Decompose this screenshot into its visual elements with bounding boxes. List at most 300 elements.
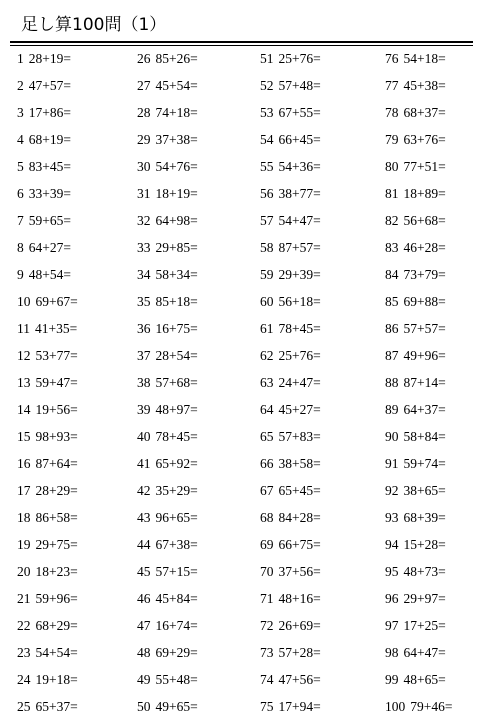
problem-grid bbox=[0, 45, 495, 715]
problem-expression: 67+55= bbox=[278, 105, 321, 120]
problem-item bbox=[17, 666, 78, 693]
problem-expression: 47+57= bbox=[28, 78, 71, 93]
problem-number: 43 bbox=[137, 510, 151, 525]
problem-expression: 18+23= bbox=[35, 564, 78, 579]
problem-item bbox=[137, 45, 198, 72]
problem-number: 90 bbox=[385, 429, 399, 444]
problem-item bbox=[17, 99, 71, 126]
problem-item bbox=[17, 261, 71, 288]
problem-expression: 64+37= bbox=[403, 402, 446, 417]
problem-expression: 38+65= bbox=[403, 483, 446, 498]
problem-item bbox=[17, 342, 78, 369]
problem-number: 96 bbox=[385, 591, 399, 606]
problem-item bbox=[385, 288, 446, 315]
problem-expression: 29+97= bbox=[403, 591, 446, 606]
problem-expression: 54+47= bbox=[278, 213, 321, 228]
problem-item bbox=[17, 423, 78, 450]
problem-number: 5 bbox=[17, 159, 24, 174]
problem-item bbox=[260, 180, 321, 207]
problem-number: 41 bbox=[137, 456, 151, 471]
problem-item bbox=[260, 288, 321, 315]
problem-item bbox=[17, 288, 78, 315]
problem-item bbox=[385, 612, 446, 639]
problem-item bbox=[17, 207, 71, 234]
problem-expression: 55+48= bbox=[155, 672, 198, 687]
problem-number: 73 bbox=[260, 645, 274, 660]
problem-expression: 54+54= bbox=[35, 645, 78, 660]
problem-expression: 58+34= bbox=[155, 267, 198, 282]
problem-number: 11 bbox=[17, 321, 30, 336]
problem-item bbox=[17, 153, 71, 180]
problem-item bbox=[17, 45, 71, 72]
problem-number: 67 bbox=[260, 483, 274, 498]
problem-item bbox=[137, 396, 198, 423]
problem-number: 21 bbox=[17, 591, 31, 606]
problem-number: 72 bbox=[260, 618, 274, 633]
problem-expression: 79+46= bbox=[410, 699, 453, 714]
problem-item bbox=[260, 531, 321, 558]
problem-expression: 86+58= bbox=[35, 510, 78, 525]
problem-number: 52 bbox=[260, 78, 274, 93]
problem-item bbox=[137, 315, 198, 342]
problem-expression: 57+57= bbox=[403, 321, 446, 336]
problem-expression: 29+75= bbox=[35, 537, 78, 552]
problem-item bbox=[17, 126, 71, 153]
problem-item bbox=[385, 531, 446, 558]
worksheet-title: 足し算100問（1） bbox=[21, 15, 167, 35]
problem-number: 48 bbox=[137, 645, 151, 660]
problem-expression: 65+37= bbox=[35, 699, 78, 714]
problem-number: 23 bbox=[17, 645, 31, 660]
problem-number: 8 bbox=[17, 240, 24, 255]
problem-item bbox=[137, 639, 198, 666]
problem-expression: 49+65= bbox=[155, 699, 198, 714]
problem-expression: 37+38= bbox=[155, 132, 198, 147]
problem-item bbox=[17, 72, 71, 99]
problem-number: 1 bbox=[17, 51, 24, 66]
problem-expression: 45+54= bbox=[155, 78, 198, 93]
problem-expression: 59+96= bbox=[35, 591, 78, 606]
problem-expression: 59+47= bbox=[35, 375, 78, 390]
problem-number: 51 bbox=[260, 51, 274, 66]
problem-expression: 25+76= bbox=[278, 51, 321, 66]
problem-number: 93 bbox=[385, 510, 399, 525]
problem-item bbox=[137, 72, 198, 99]
problem-number: 27 bbox=[137, 78, 151, 93]
problem-item bbox=[137, 558, 198, 585]
problem-item bbox=[260, 315, 321, 342]
problem-number: 59 bbox=[260, 267, 274, 282]
problem-number: 50 bbox=[137, 699, 151, 714]
problem-number: 36 bbox=[137, 321, 151, 336]
problem-number: 44 bbox=[137, 537, 151, 552]
problem-item bbox=[137, 477, 198, 504]
problem-item bbox=[17, 369, 78, 396]
problem-expression: 53+77= bbox=[35, 348, 78, 363]
problem-number: 46 bbox=[137, 591, 151, 606]
problem-item bbox=[385, 639, 446, 666]
problem-expression: 48+73= bbox=[403, 564, 446, 579]
problem-item bbox=[385, 153, 446, 180]
problem-number: 97 bbox=[385, 618, 399, 633]
problem-item bbox=[137, 234, 198, 261]
problem-number: 26 bbox=[137, 51, 151, 66]
problem-expression: 18+19= bbox=[155, 186, 198, 201]
problem-expression: 69+88= bbox=[403, 294, 446, 309]
title-underline-thick bbox=[10, 41, 473, 43]
problem-item bbox=[260, 72, 321, 99]
problem-item bbox=[17, 558, 78, 585]
problem-number: 82 bbox=[385, 213, 399, 228]
problem-item bbox=[137, 585, 198, 612]
problem-item bbox=[137, 450, 198, 477]
problem-number: 20 bbox=[17, 564, 31, 579]
problem-expression: 54+76= bbox=[155, 159, 198, 174]
problem-item bbox=[137, 612, 198, 639]
problem-number: 70 bbox=[260, 564, 274, 579]
problem-item bbox=[385, 396, 446, 423]
problem-item bbox=[260, 342, 321, 369]
problem-expression: 38+77= bbox=[278, 186, 321, 201]
problem-number: 16 bbox=[17, 456, 31, 471]
problem-expression: 84+28= bbox=[278, 510, 321, 525]
problem-number: 15 bbox=[17, 429, 31, 444]
problem-number: 63 bbox=[260, 375, 274, 390]
problem-number: 58 bbox=[260, 240, 274, 255]
problem-expression: 16+75= bbox=[155, 321, 198, 336]
problem-item bbox=[385, 342, 446, 369]
problem-number: 81 bbox=[385, 186, 399, 201]
problem-number: 38 bbox=[137, 375, 151, 390]
problem-number: 69 bbox=[260, 537, 274, 552]
problem-item bbox=[385, 315, 446, 342]
problem-item bbox=[385, 477, 446, 504]
problem-number: 87 bbox=[385, 348, 399, 363]
problem-expression: 29+39= bbox=[278, 267, 321, 282]
problem-number: 40 bbox=[137, 429, 151, 444]
problem-expression: 68+29= bbox=[35, 618, 78, 633]
problem-number: 54 bbox=[260, 132, 274, 147]
problem-expression: 18+89= bbox=[403, 186, 446, 201]
problem-number: 76 bbox=[385, 51, 399, 66]
problem-item bbox=[260, 693, 321, 720]
problem-item bbox=[260, 99, 321, 126]
problem-number: 66 bbox=[260, 456, 274, 471]
problem-item bbox=[17, 234, 71, 261]
problem-number: 55 bbox=[260, 159, 274, 174]
problem-number: 33 bbox=[137, 240, 151, 255]
problem-expression: 96+65= bbox=[155, 510, 198, 525]
problem-number: 45 bbox=[137, 564, 151, 579]
problem-number: 39 bbox=[137, 402, 151, 417]
problem-expression: 77+51= bbox=[403, 159, 446, 174]
problem-number: 68 bbox=[260, 510, 274, 525]
problem-expression: 68+39= bbox=[403, 510, 446, 525]
problem-number: 10 bbox=[17, 294, 31, 309]
problem-item bbox=[260, 45, 321, 72]
problem-number: 12 bbox=[17, 348, 31, 363]
problem-number: 80 bbox=[385, 159, 399, 174]
problem-item bbox=[260, 369, 321, 396]
problem-item bbox=[260, 666, 321, 693]
problem-expression: 26+69= bbox=[278, 618, 321, 633]
problem-item bbox=[385, 207, 446, 234]
problem-expression: 17+86= bbox=[28, 105, 71, 120]
problem-item bbox=[137, 126, 198, 153]
problem-number: 37 bbox=[137, 348, 151, 363]
problem-number: 74 bbox=[260, 672, 274, 687]
problem-expression: 17+25= bbox=[403, 618, 446, 633]
problem-expression: 57+48= bbox=[278, 78, 321, 93]
problem-number: 22 bbox=[17, 618, 31, 633]
problem-expression: 48+16= bbox=[278, 591, 321, 606]
problem-number: 83 bbox=[385, 240, 399, 255]
problem-number: 71 bbox=[260, 591, 274, 606]
problem-expression: 49+96= bbox=[403, 348, 446, 363]
problem-number: 100 bbox=[385, 699, 406, 714]
problem-item bbox=[137, 261, 198, 288]
problem-item bbox=[260, 396, 321, 423]
problem-item bbox=[137, 369, 198, 396]
problem-item bbox=[385, 45, 446, 72]
problem-expression: 65+45= bbox=[278, 483, 321, 498]
problem-expression: 87+64= bbox=[35, 456, 78, 471]
problem-item bbox=[137, 423, 198, 450]
problem-number: 17 bbox=[17, 483, 31, 498]
problem-number: 19 bbox=[17, 537, 31, 552]
problem-item bbox=[260, 423, 321, 450]
problem-item bbox=[17, 315, 77, 342]
problem-number: 14 bbox=[17, 402, 31, 417]
problem-expression: 48+54= bbox=[28, 267, 71, 282]
problem-expression: 74+18= bbox=[155, 105, 198, 120]
problem-expression: 33+39= bbox=[28, 186, 71, 201]
problem-item bbox=[17, 693, 78, 720]
problem-expression: 28+54= bbox=[155, 348, 198, 363]
problem-number: 47 bbox=[137, 618, 151, 633]
problem-expression: 64+98= bbox=[155, 213, 198, 228]
problem-item bbox=[385, 369, 446, 396]
problem-item bbox=[137, 288, 198, 315]
problem-expression: 67+38= bbox=[155, 537, 198, 552]
problem-item bbox=[260, 612, 321, 639]
problem-expression: 37+56= bbox=[278, 564, 321, 579]
problem-number: 24 bbox=[17, 672, 31, 687]
problem-expression: 35+29= bbox=[155, 483, 198, 498]
problem-item bbox=[260, 450, 321, 477]
problem-item bbox=[137, 342, 198, 369]
problem-item bbox=[260, 153, 321, 180]
problem-item bbox=[385, 423, 446, 450]
problem-item bbox=[137, 504, 198, 531]
problem-item bbox=[260, 207, 321, 234]
problem-item bbox=[385, 99, 446, 126]
problem-number: 2 bbox=[17, 78, 24, 93]
problem-item bbox=[17, 585, 78, 612]
problem-item bbox=[385, 180, 446, 207]
problem-number: 60 bbox=[260, 294, 274, 309]
problem-expression: 66+75= bbox=[278, 537, 321, 552]
problem-number: 7 bbox=[17, 213, 24, 228]
problem-number: 86 bbox=[385, 321, 399, 336]
problem-item bbox=[17, 504, 78, 531]
problem-expression: 68+37= bbox=[403, 105, 446, 120]
problem-expression: 28+29= bbox=[35, 483, 78, 498]
problem-number: 99 bbox=[385, 672, 399, 687]
problem-expression: 54+18= bbox=[403, 51, 446, 66]
problem-expression: 57+28= bbox=[278, 645, 321, 660]
problem-number: 32 bbox=[137, 213, 151, 228]
problem-expression: 78+45= bbox=[278, 321, 321, 336]
problem-item bbox=[137, 693, 198, 720]
problem-number: 29 bbox=[137, 132, 151, 147]
problem-item bbox=[385, 666, 446, 693]
problem-number: 6 bbox=[17, 186, 24, 201]
problem-number: 25 bbox=[17, 699, 31, 714]
problem-expression: 24+47= bbox=[278, 375, 321, 390]
problem-number: 53 bbox=[260, 105, 274, 120]
problem-number: 34 bbox=[137, 267, 151, 282]
problem-item bbox=[385, 234, 446, 261]
problem-expression: 57+68= bbox=[155, 375, 198, 390]
problem-item bbox=[260, 126, 321, 153]
problem-item bbox=[260, 504, 321, 531]
problem-item bbox=[137, 666, 198, 693]
problem-item bbox=[260, 558, 321, 585]
problem-number: 92 bbox=[385, 483, 399, 498]
problem-expression: 41+35= bbox=[35, 321, 78, 336]
problem-item bbox=[17, 450, 78, 477]
problem-number: 28 bbox=[137, 105, 151, 120]
problem-number: 77 bbox=[385, 78, 399, 93]
problem-expression: 56+68= bbox=[403, 213, 446, 228]
problem-number: 65 bbox=[260, 429, 274, 444]
problem-expression: 17+94= bbox=[278, 699, 321, 714]
problem-item bbox=[137, 180, 198, 207]
problem-number: 35 bbox=[137, 294, 151, 309]
problem-number: 88 bbox=[385, 375, 399, 390]
problem-number: 89 bbox=[385, 402, 399, 417]
problem-expression: 66+45= bbox=[278, 132, 321, 147]
problem-number: 9 bbox=[17, 267, 24, 282]
problem-expression: 56+18= bbox=[278, 294, 321, 309]
problem-item bbox=[260, 261, 321, 288]
problem-number: 57 bbox=[260, 213, 274, 228]
problem-item bbox=[17, 531, 78, 558]
problem-expression: 87+57= bbox=[278, 240, 321, 255]
problem-expression: 16+74= bbox=[155, 618, 198, 633]
problem-item bbox=[385, 450, 446, 477]
problem-item bbox=[385, 693, 452, 720]
problem-number: 49 bbox=[137, 672, 151, 687]
problem-item bbox=[260, 234, 321, 261]
problem-expression: 45+84= bbox=[155, 591, 198, 606]
problem-number: 79 bbox=[385, 132, 399, 147]
problem-number: 78 bbox=[385, 105, 399, 120]
problem-item bbox=[385, 558, 446, 585]
problem-expression: 65+92= bbox=[155, 456, 198, 471]
problem-expression: 19+56= bbox=[35, 402, 78, 417]
problem-item bbox=[385, 72, 446, 99]
problem-number: 84 bbox=[385, 267, 399, 282]
problem-expression: 58+84= bbox=[403, 429, 446, 444]
problem-expression: 64+47= bbox=[403, 645, 446, 660]
problem-expression: 64+27= bbox=[28, 240, 71, 255]
problem-expression: 48+97= bbox=[155, 402, 198, 417]
problem-number: 64 bbox=[260, 402, 274, 417]
problem-expression: 29+85= bbox=[155, 240, 198, 255]
problem-item bbox=[17, 180, 71, 207]
problem-number: 31 bbox=[137, 186, 151, 201]
problem-number: 95 bbox=[385, 564, 399, 579]
problem-number: 75 bbox=[260, 699, 274, 714]
problem-item bbox=[137, 531, 198, 558]
problem-number: 85 bbox=[385, 294, 399, 309]
problem-number: 42 bbox=[137, 483, 151, 498]
problem-expression: 38+58= bbox=[278, 456, 321, 471]
problem-number: 4 bbox=[17, 132, 24, 147]
problem-item bbox=[260, 639, 321, 666]
problem-expression: 69+29= bbox=[155, 645, 198, 660]
problem-expression: 68+19= bbox=[28, 132, 71, 147]
problem-item bbox=[17, 639, 78, 666]
problem-item bbox=[137, 99, 198, 126]
problem-expression: 69+67= bbox=[35, 294, 78, 309]
problem-item bbox=[385, 261, 446, 288]
problem-number: 13 bbox=[17, 375, 31, 390]
problem-expression: 45+38= bbox=[403, 78, 446, 93]
problem-number: 56 bbox=[260, 186, 274, 201]
problem-item bbox=[17, 477, 78, 504]
problem-number: 30 bbox=[137, 159, 151, 174]
problem-item bbox=[260, 585, 321, 612]
problem-expression: 59+65= bbox=[28, 213, 71, 228]
problem-expression: 63+76= bbox=[403, 132, 446, 147]
problem-expression: 85+18= bbox=[155, 294, 198, 309]
problem-expression: 47+56= bbox=[278, 672, 321, 687]
problem-expression: 46+28= bbox=[403, 240, 446, 255]
problem-item bbox=[17, 612, 78, 639]
problem-expression: 98+93= bbox=[35, 429, 78, 444]
problem-item bbox=[260, 477, 321, 504]
problem-number: 98 bbox=[385, 645, 399, 660]
problem-expression: 45+27= bbox=[278, 402, 321, 417]
problem-item bbox=[137, 153, 198, 180]
problem-number: 62 bbox=[260, 348, 274, 363]
problem-expression: 54+36= bbox=[278, 159, 321, 174]
problem-expression: 57+83= bbox=[278, 429, 321, 444]
problem-expression: 83+45= bbox=[28, 159, 71, 174]
problem-expression: 28+19= bbox=[28, 51, 71, 66]
problem-number: 18 bbox=[17, 510, 31, 525]
problem-expression: 85+26= bbox=[155, 51, 198, 66]
problem-expression: 25+76= bbox=[278, 348, 321, 363]
problem-item bbox=[137, 207, 198, 234]
problem-item bbox=[385, 504, 446, 531]
problem-expression: 73+79= bbox=[403, 267, 446, 282]
problem-item bbox=[385, 585, 446, 612]
problem-number: 91 bbox=[385, 456, 399, 471]
problem-number: 94 bbox=[385, 537, 399, 552]
problem-expression: 78+45= bbox=[155, 429, 198, 444]
problem-expression: 15+28= bbox=[403, 537, 446, 552]
problem-expression: 48+65= bbox=[403, 672, 446, 687]
problem-number: 3 bbox=[17, 105, 24, 120]
problem-expression: 59+74= bbox=[403, 456, 446, 471]
problem-expression: 87+14= bbox=[403, 375, 446, 390]
problem-item bbox=[385, 126, 446, 153]
problem-number: 61 bbox=[260, 321, 274, 336]
